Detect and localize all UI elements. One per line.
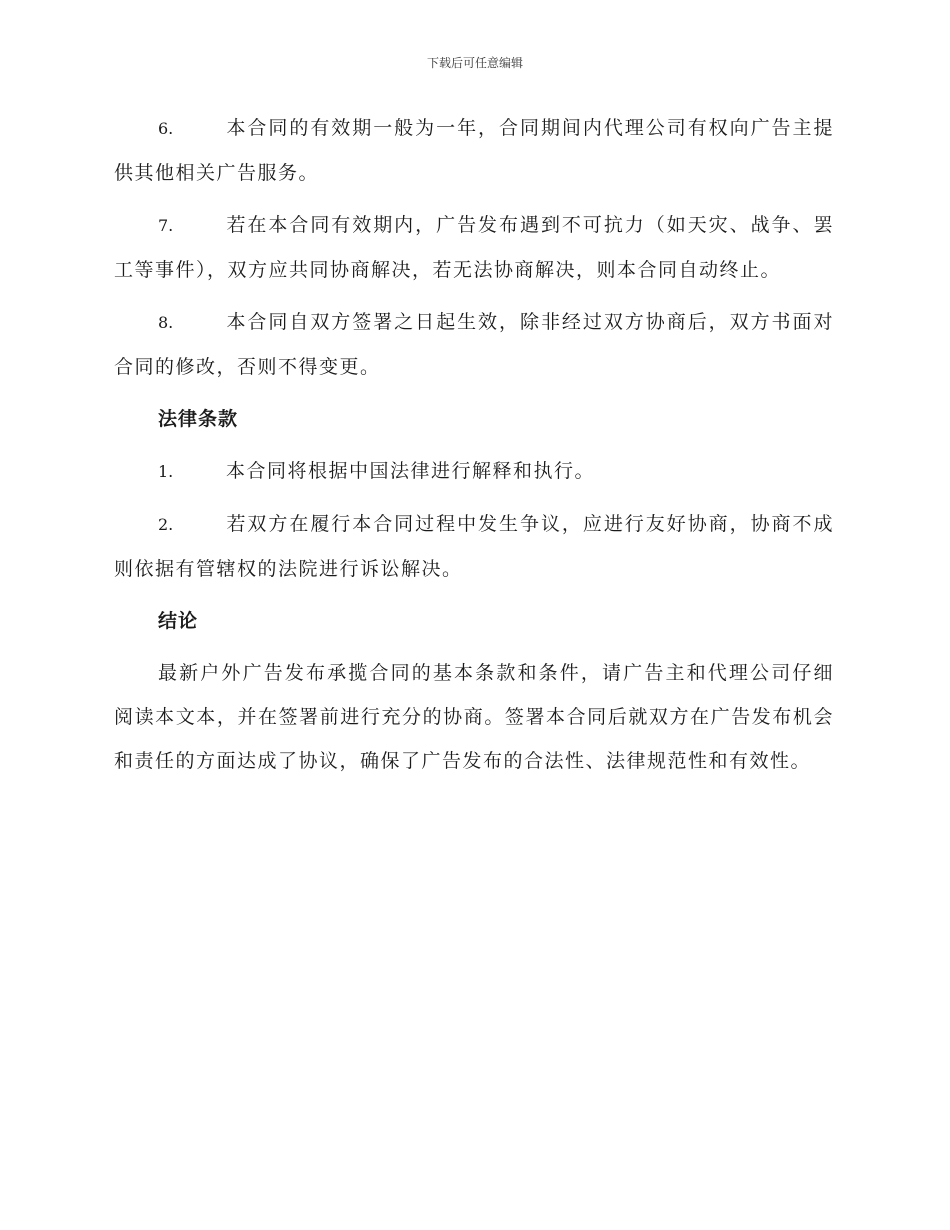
clause-number: 6. [158, 119, 174, 138]
clause-7 [114, 203, 834, 292]
conclusion-heading: 结论 [158, 610, 199, 632]
clause-text: 本合同自双方签署之日起生效，除非经过双方协商后，双方书面对合同的修改，否则不得变更。 [114, 311, 834, 378]
clause-number: 1. [158, 462, 174, 481]
legal-clause-2 [114, 502, 834, 591]
legal-terms-heading: 法律条款 [158, 408, 239, 430]
conclusion-text: 最新户外广告发布承揽合同的基本条款和条件，请广告主和代理公司仔细阅读本文本，并在签署前进行充分的协商。签署本合同后就双方在广告发布机会和责任的方面达成了协议，确保了广告发布的合法性、法律规范性和有效性。 [114, 662, 834, 772]
clause-number: 2. [158, 515, 174, 534]
clause-text: 若双方在履行本合同过程中发生争议，应进行友好协商，协商不成则依据有管辖权的法院进行诉讼解决。 [114, 513, 834, 580]
clause-text: 本合同的有效期一般为一年，合同期间内代理公司有权向广告主提供其他相关广告服务。 [114, 117, 834, 184]
clause-6 [114, 106, 834, 195]
clause-number: 8. [158, 313, 174, 332]
clause-text: 本合同将根据中国法律进行解释和执行。 [226, 460, 596, 482]
clause-number: 7. [158, 216, 174, 235]
clause-8 [114, 300, 834, 389]
clause-text: 若在本合同有效期内，广告发布遇到不可抗力（如天灾、战争、罢工等事件），双方应共同协商解决，若无法协商解决，则本合同自动终止。 [114, 214, 834, 281]
page-header: 下载后可任意编辑 [426, 56, 523, 70]
legal-clause-1 [114, 449, 834, 494]
document-body [114, 106, 834, 791]
